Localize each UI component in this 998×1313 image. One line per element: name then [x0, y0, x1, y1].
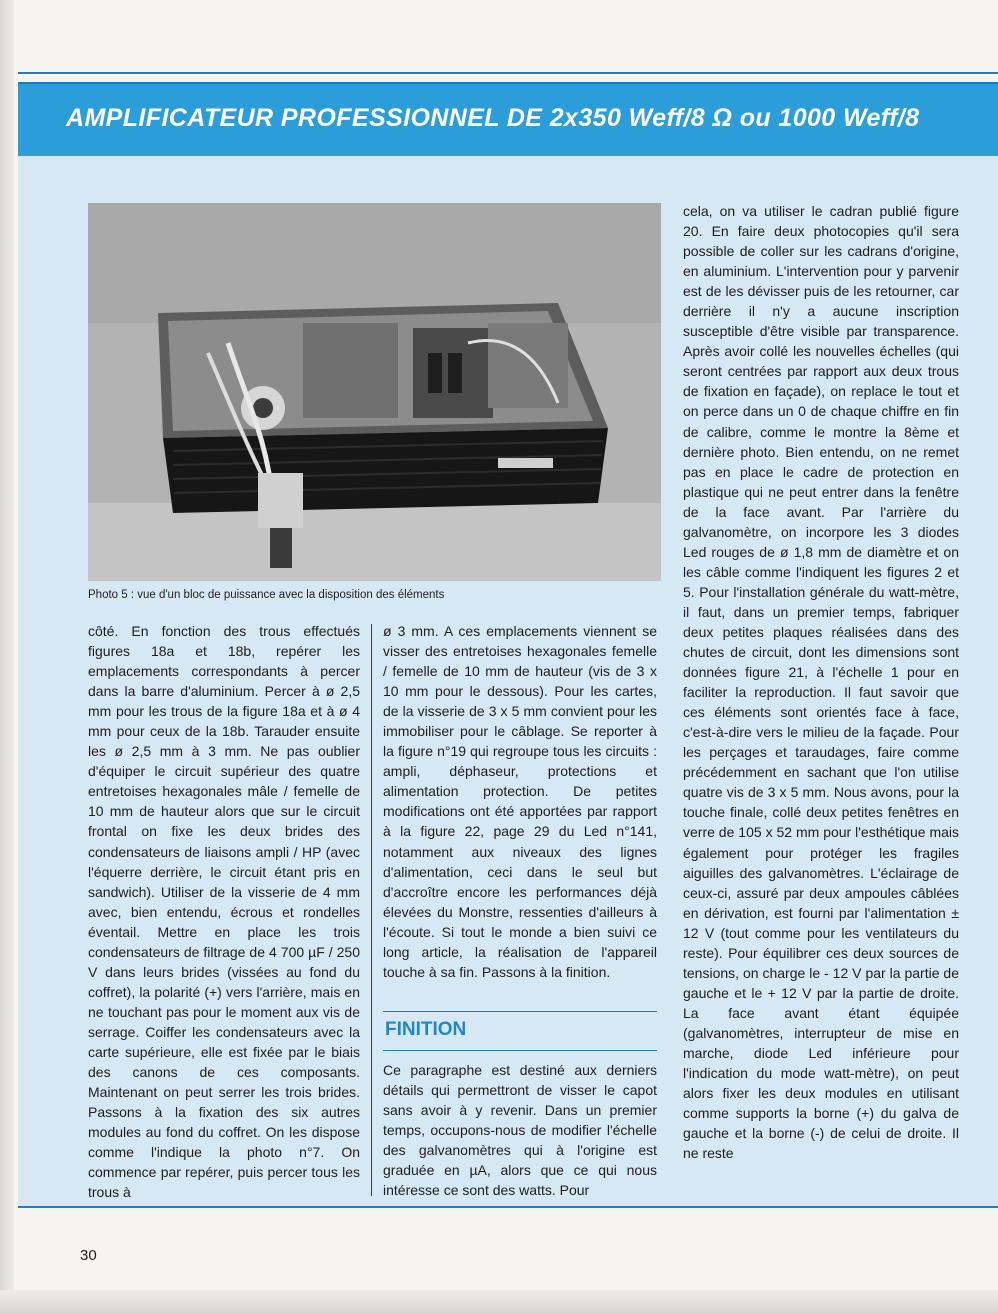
top-rule [18, 72, 998, 74]
amplifier-photo-illustration [88, 203, 661, 581]
amplifier-photo [88, 203, 661, 581]
text-column-1 [88, 621, 360, 1202]
column-divider [371, 624, 372, 1196]
page-number: 30 [80, 1247, 97, 1264]
column-2-text: ø 3 mm. A ces emplacements viennent se visser des entretoises hexagonales femelle / femelle de 10 mm de hauteur (vis de 3 x 10 mm pour le dessous). Pour les cartes, de la visserie de 3 x 5 mm convient pour les immobiliser pour le câblage. Se reporter à la figure n°19 qui regroupe tous les circuits : ampli, déphaseur, protections et alimentation protection. De petites modifications ont été apportées par rapport à la figure 22, page 29 du Led n°141, notamment aux niveaux des lignes d'alimentation, ceci dans le seul but d'accroître encore les performances déjà élevées du Monstre, ressenties d'ailleurs à l'écoute. Si tout le monde a bien suivi ce long article, la réalisation de l'appareil touche à sa fin. Passons à la finition. [383, 623, 657, 980]
text-column-2-continued [383, 1060, 657, 1200]
text-column-3 [683, 201, 959, 1163]
photo-caption: Photo 5 : vue d'un bloc de puissance avec la disposition des éléments [88, 589, 445, 601]
bottom-rule [18, 1206, 998, 1208]
page-binding-edge [0, 0, 14, 1313]
section-heading [383, 1011, 657, 1051]
section-heading-text: FINITION [385, 1019, 467, 1040]
header-band [18, 82, 998, 158]
column-1-text: côté. En fonction des trous effectués figures 18a et 18b, repérer les emplacements correspondants à percer dans la barre d'aluminium. Percer à ø 2,5 mm pour les trous de la figure 18a et à ø 4 mm pour ceux de la 18b. Tarauder ensuite les ø 2,5 mm à 3 mm. Ne pas oublier d'équiper le circuit supérieur des quatre entretoises hexagonales mâle / femelle de 10 mm de hauteur alors que sur le circuit frontal on fixe les deux brides des condensateurs de liaisons ampli / HP (avec l'équerre derrière, le circuit étant pris en sandwich). Utiliser de la visserie de 4 mm avec, bien entendu, écrous et rondelles éventail. Mettre en place les trois condensateurs de filtrage de 4 700 µF / 250 V dans leurs brides (vissées au fond du coffret), la polarité (+) vers l'arrière, mais en ne touchant pas pour le moment aux vis de serrage. Coiffer les condensateurs avec la carte supérieure, elle est fixée par le biais des canons de ces composants. Maintenant on peut serrer les trois brides. Passons à la fixation des six autres modules au fond du coffret. On les dispose comme l'indique la photo n°7. On commence par repérer, puis percer tous les trous à [88, 623, 360, 1201]
article-title: AMPLIFICATEUR PROFESSIONNEL DE 2x350 Weff/8 Ω ou 1000 Weff/8 [66, 104, 920, 132]
text-column-2 [383, 621, 657, 982]
page-bottom-edge [0, 1290, 998, 1313]
column-3-text: cela, on va utiliser le cadran publié figure 20. En faire deux photocopies qu'il sera possible de coller sur les cadrans d'origine, en aluminium. L'intervention pour y parvenir est de les dévisser puis de les retourner, car derrière il n'y a aucune inscription susceptible d'être visible par transparence. Après avoir collé les nouvelles échelles (qui seront centrées par rapport aux deux trous de fixation en façade), on replace le tout et on perce dans un 0 de chaque chiffre en fin de calibre, comme le montre la 8ème et dernière photo. Bien entendu, on ne remet pas en place le cadre de protection en plastique qui ne peut entrer dans la fenêtre de la face avant. Par l'arrière du galvanomètre, on incorpore les 3 diodes Led rouges de ø 1,8 mm de diamètre et on les câble comme l'indiquent les figures 2 et 5. Pour l'installation générale du watt-mètre, il faut, dans un premier temps, fabriquer deux petites plaques réalisées dans des chutes de circuit, dont les dimensions sont données figure 21, à l'échelle 1 pour en faciliter la reproduction. Il faut savoir que ces éléments sont orientés face à face, c'est-à-dire vers le milieu de la façade. Pour les perçages et taraudages, faire comme précédemment en sachant que l'on utilise quatre vis de 3 x 5 mm. Nous avons, pour la touche finale, collé deux petites fenêtres en verre de 105 x 52 mm pour l'esthétique mais également pour protéger les fragiles aiguilles des galvanomètres. L'éclairage de ceux-ci, assuré par deux ampoules câblées en dérivation, est fourni par l'alimentation ± 12 V (tout comme pour les ventilateurs du reste). Pour équilibrer ces deux sources de tensions, on charge le - 12 V par la partie de gauche et le + 12 V par la partie de droite. La face avant étant équipée (galvanomètres, interrupteur de mise en marche, diode Led inférieure pour l'indication du mode watt-mètre), on peut alors fixer les deux modules en utilisant comme supports la borne (+) du galva de gauche et la borne (-) de celui de droite. Il ne reste [683, 203, 959, 1162]
column-2b-text: Ce paragraphe est destiné aux derniers détails qui permettront de visser le capot sans avoir à y revenir. Dans un premier temps, occupons-nous de modifier l'échelle des galvanomètres qui à l'origine est graduée en µA, alors que ce qui nous intéresse ce sont des watts. Pour [383, 1062, 657, 1199]
